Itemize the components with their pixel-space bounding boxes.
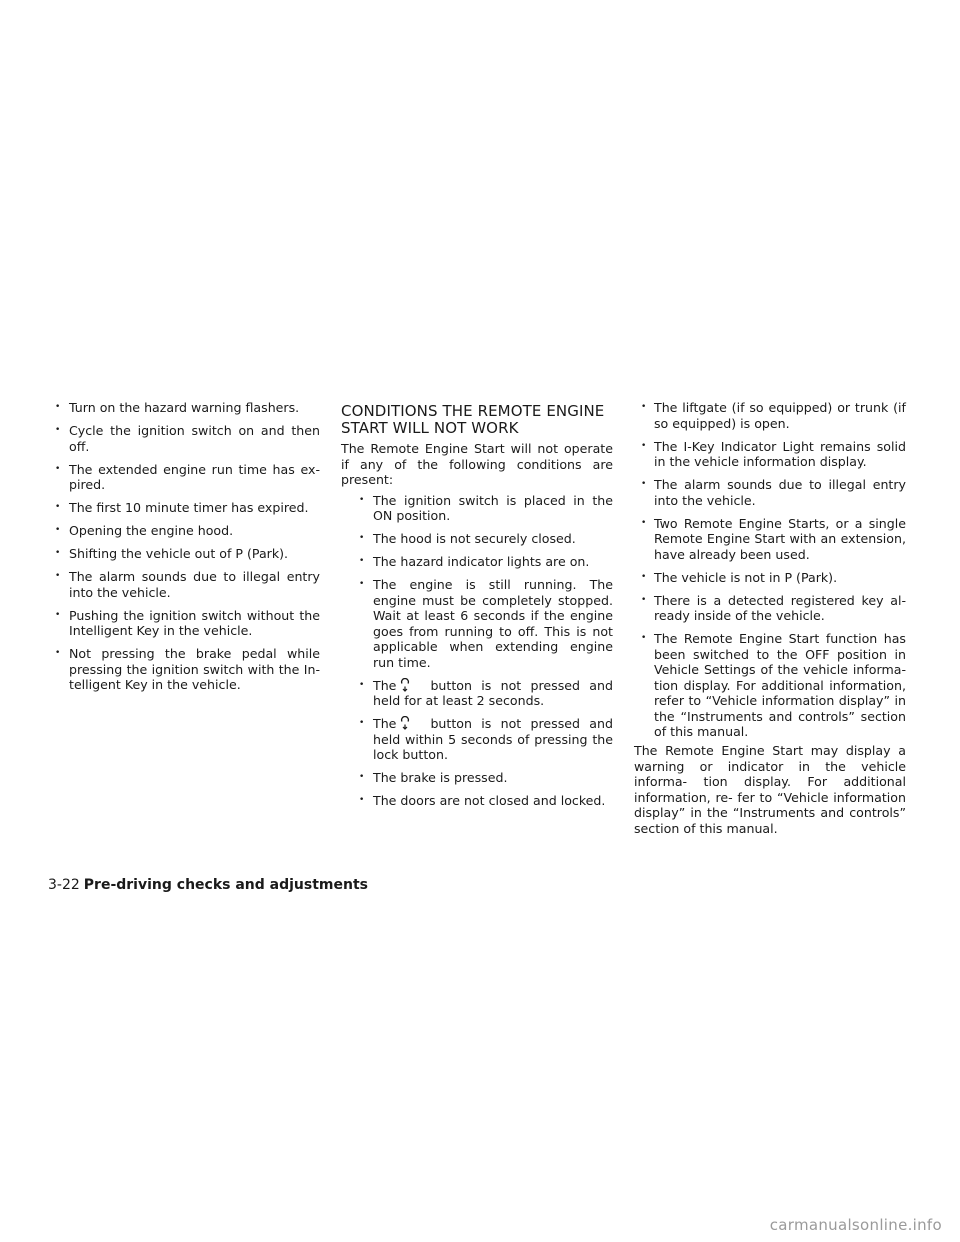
list-item: • There is a detected registered key al- ready inside of the vehicle. xyxy=(634,593,906,624)
will-not-work-list xyxy=(341,493,613,809)
list-item: • Two Remote Engine Starts, or a single Remote Engine Start with an extension, have already been used. xyxy=(634,516,906,563)
list-item: • The doors are not closed and locked. xyxy=(341,793,613,809)
right-column xyxy=(634,400,906,836)
list-item: • The liftgate (if so equipped) or trunk (if so equipped) is open. xyxy=(634,400,906,431)
left-column xyxy=(48,400,320,700)
list-item-with-icon xyxy=(341,678,613,709)
page-footer xyxy=(48,876,368,894)
list-item: • Pushing the ignition switch without the Intelligent Key in the vehicle. xyxy=(48,608,320,639)
list-item: • The hazard indicator lights are on. xyxy=(341,554,613,570)
section-intro: The Remote Engine Start will not operate if any of the following conditions are present: xyxy=(341,441,613,487)
list-item: • The brake is pressed. xyxy=(341,770,613,786)
list-item: • The alarm sounds due to illegal entry into the vehicle. xyxy=(634,477,906,508)
watermark: carmanualsonline.info xyxy=(769,1216,942,1234)
list-item: • The Remote Engine Start function has been switched to the OFF position in Vehicle Settings of the vehicle informa- tion display. For additional information, refer to “Vehicle information display” in the “Instruments and controls” section of this manual. xyxy=(634,631,906,740)
list-item: • The extended engine run time has ex- pired. xyxy=(48,462,320,493)
list-item: • Shifting the vehicle out of P (Park). xyxy=(48,546,320,562)
chapter-title: Pre-driving checks and adjustments xyxy=(83,877,368,893)
section-heading: CONDITIONS THE REMOTE ENGINE START WILL NOT WORK xyxy=(341,402,605,437)
list-item: • The vehicle is not in P (Park). xyxy=(634,570,906,586)
list-item: • Not pressing the brake pedal while pressing the ignition switch with the In- telligent Key in the vehicle. xyxy=(48,646,320,693)
list-item: • The alarm sounds due to illegal entry into the vehicle. xyxy=(48,569,320,600)
stop-conditions-list xyxy=(48,400,320,693)
remote-engine-start-icon xyxy=(398,716,412,730)
list-item: • Opening the engine hood. xyxy=(48,523,320,539)
item-text-pre: The xyxy=(373,716,397,731)
middle-column xyxy=(341,400,613,816)
list-item: • The engine is still running. The engine must be completely stopped. Wait at least 6 seconds if the engine goes from running to off. This is not applicable when extending engine run time. xyxy=(341,577,613,670)
will-not-work-list-continued xyxy=(634,400,906,740)
list-item: • The first 10 minute timer has expired. xyxy=(48,500,320,516)
item-text-post: button is not pressed and held for at least 2 seconds. xyxy=(373,677,613,708)
item-text-pre: The xyxy=(373,677,397,693)
closing-paragraph: The Remote Engine Start may display a warning or indicator in the vehicle informa- tion display. For additional information, re- fer to “Vehicle information display” in the “Instruments and controls” section of this manual. xyxy=(634,743,906,836)
page-number: 3-22 xyxy=(48,877,80,893)
list-item: • Cycle the ignition switch on and then off. xyxy=(48,423,320,454)
list-item-with-icon xyxy=(341,716,613,763)
list-item: • The I-Key Indicator Light remains solid in the vehicle information display. xyxy=(634,439,906,470)
list-item: • The ignition switch is placed in the ON position. xyxy=(341,493,613,524)
remote-engine-start-icon xyxy=(398,678,412,692)
list-item: • The hood is not securely closed. xyxy=(341,531,613,547)
list-item: • Turn on the hazard warning flashers. xyxy=(48,400,320,416)
item-text-post: button is not pressed and held within 5 seconds of pressing the lock button. xyxy=(373,716,613,762)
